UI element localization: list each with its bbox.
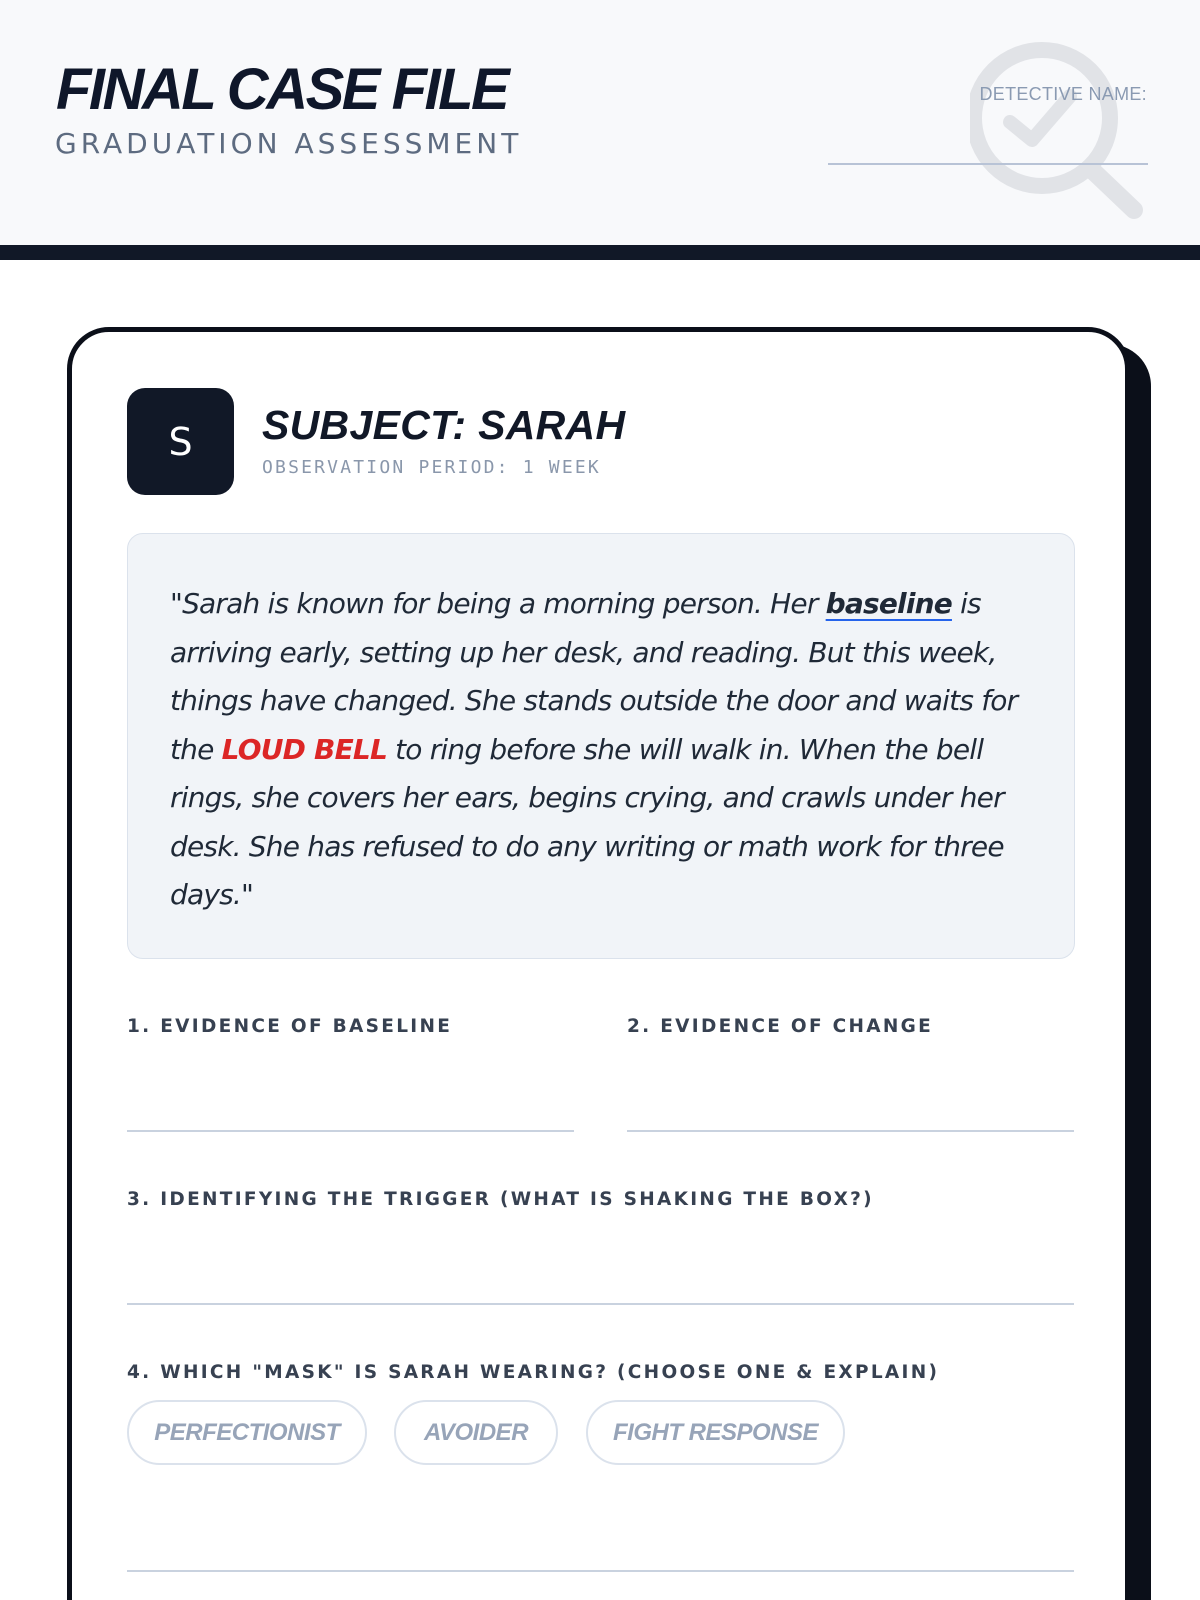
answer-line-1[interactable] xyxy=(127,1130,574,1132)
detective-name-field[interactable] xyxy=(828,163,1148,165)
header-divider xyxy=(0,245,1200,260)
answer-line-2[interactable] xyxy=(627,1130,1074,1132)
mask-option-avoider[interactable]: AVOIDER xyxy=(394,1400,558,1465)
keyword-baseline: baseline xyxy=(825,587,952,620)
page-subtitle: GRADUATION ASSESSMENT xyxy=(55,127,523,160)
question-3-label: 3. IDENTIFYING THE TRIGGER (WHAT IS SHAKING THE BOX?) xyxy=(127,1189,874,1210)
magnifier-check-icon xyxy=(970,40,1170,230)
answer-line-4[interactable] xyxy=(127,1570,1074,1572)
question-4-label: 4. WHICH "MASK" IS SARAH WEARING? (CHOOSE ONE & EXPLAIN) xyxy=(127,1362,940,1383)
observation-period: OBSERVATION PERIOD: 1 WEEK xyxy=(262,457,601,478)
keyword-loud-bell: LOUD BELL xyxy=(221,732,387,766)
mask-option-fight-response[interactable]: FIGHT RESPONSE xyxy=(586,1400,845,1465)
header xyxy=(0,0,1200,245)
narrative-text: is arriving early, setting up her desk, and reading. But this week, things have changed. She stands outside the door and waits for the xyxy=(170,587,1018,766)
narrative-text: to ring before she will walk in. When the bell rings, she covers her ears, begins crying, and crawls under her desk. She has refused to do any writing or math work for three days." xyxy=(170,732,1004,911)
subject-avatar: S xyxy=(127,388,234,495)
question-2-label: 2. EVIDENCE OF CHANGE xyxy=(627,1016,934,1037)
case-narrative xyxy=(127,533,1075,959)
question-1-label: 1. EVIDENCE OF BASELINE xyxy=(127,1016,453,1037)
mask-option-perfectionist[interactable]: PERFECTIONIST xyxy=(127,1400,367,1465)
page-title: FINAL CASE FILE xyxy=(56,57,508,122)
narrative-text: "Sarah is known for being a morning person. Her xyxy=(170,587,826,620)
detective-name-label: DETECTIVE NAME: xyxy=(979,84,1147,104)
answer-line-3[interactable] xyxy=(127,1303,1074,1305)
subject-name: SUBJECT: SARAH xyxy=(262,402,626,448)
